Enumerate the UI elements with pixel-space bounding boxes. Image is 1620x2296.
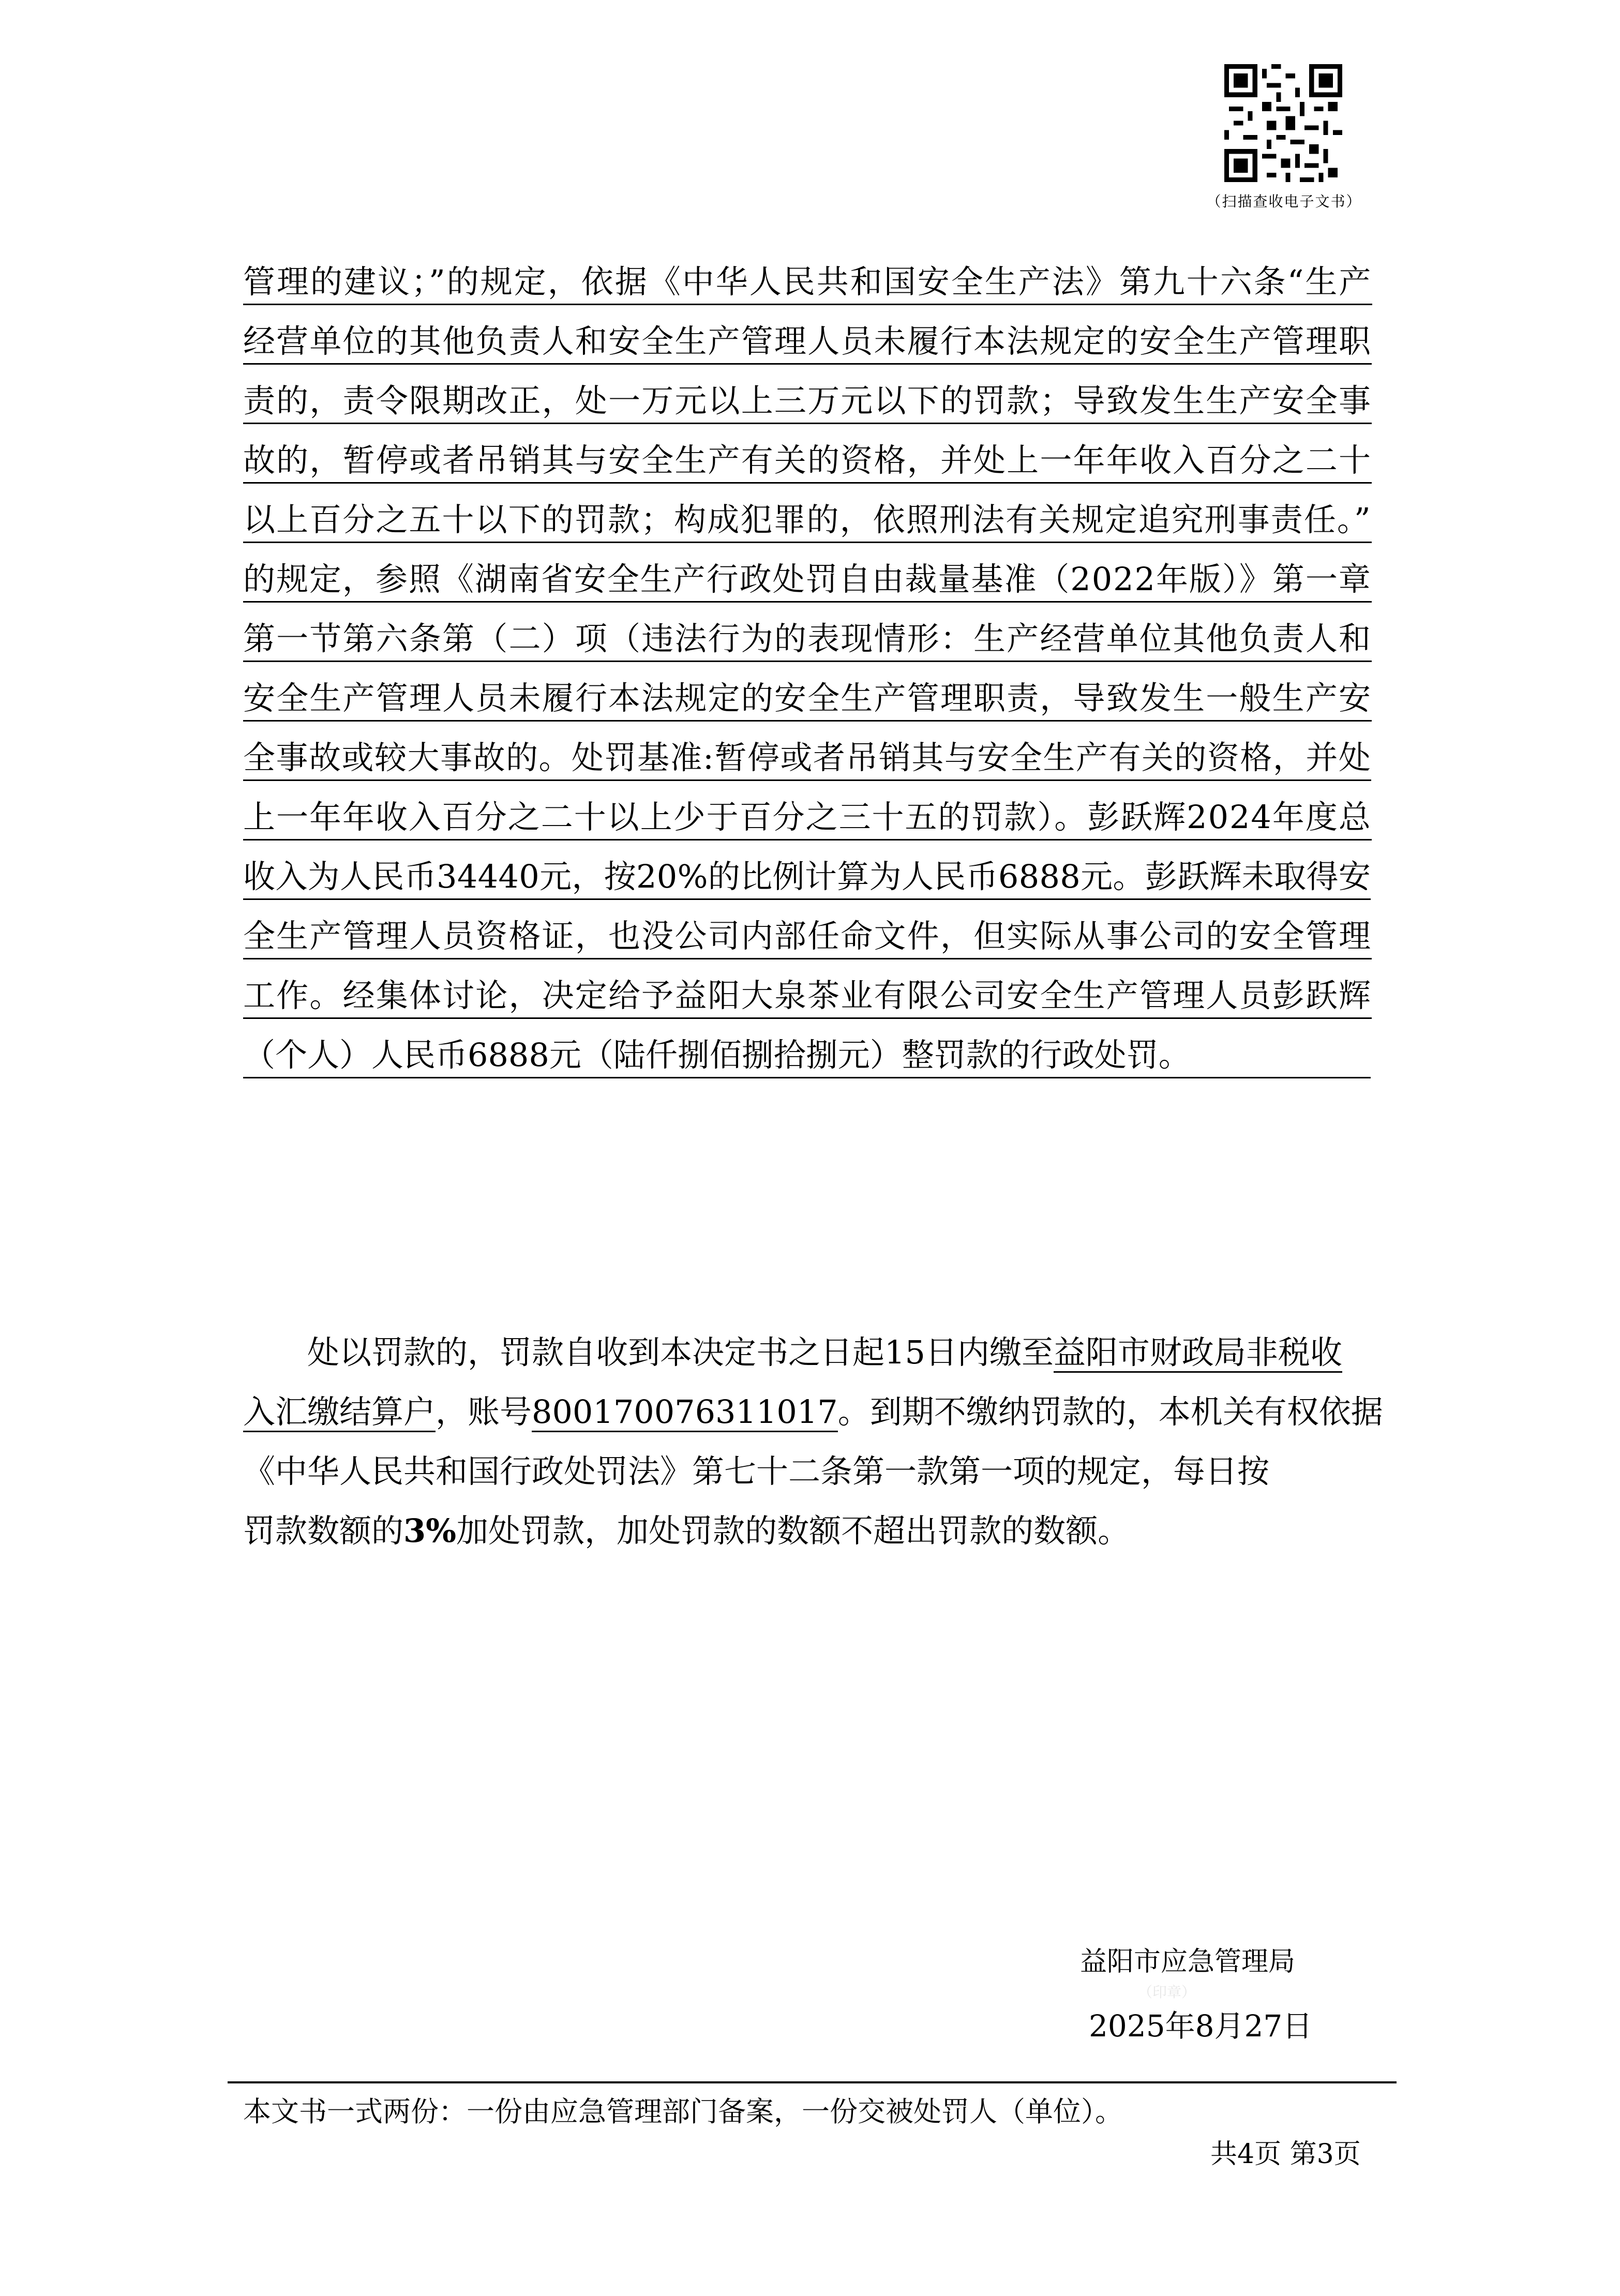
body-line: 经营单位的其他负责人和安全生产管理人员未履行本法规定的安全生产管理职 [243, 321, 1372, 365]
issue-date: 2025年8月27日 [1089, 2008, 1313, 2044]
payment-line-2 [243, 1391, 1383, 1433]
qr-code[interactable] [1224, 64, 1342, 182]
qr-caption: （扫描查收电子文书） [1206, 193, 1362, 210]
account-number: 800170076311017 [532, 1393, 838, 1432]
footer-note: 本文书一式两份：一份由应急管理部门备案，一份交被处罚人（单位）。 [243, 2095, 1123, 2128]
body-line: 全生产管理人员资格证，也没公司内部任命文件，但实际从事公司的安全管理 [243, 916, 1372, 959]
body-line: 工作。经集体讨论，决定给予益阳大泉茶业有限公司安全生产管理人员彭跃辉 [243, 975, 1372, 1019]
body-line: 责的，责令限期改正，处一万元以上三万元以下的罚款；导致发生生产安全事 [243, 380, 1372, 424]
body-line: 第一节第六条第（二）项（违法行为的表现情形：生产经营单位其他负责人和 [243, 618, 1372, 662]
body-line: 安全生产管理人员未履行本法规定的安全生产管理职责，导致发生一般生产安 [243, 678, 1372, 722]
body-line: 以上百分之五十以下的罚款；构成犯罪的，依照刑法有关规定追究刑事责任。” [243, 499, 1372, 543]
payment-text: 罚款数额的 [243, 1512, 404, 1550]
payment-line-1 [243, 1332, 1342, 1373]
issuing-authority: 益阳市应急管理局 [1080, 1946, 1296, 1977]
footer-divider [228, 2081, 1397, 2083]
payment-text: 加处罚款，加处罚款的数额不超出罚款的数额。 [456, 1512, 1130, 1550]
body-line: 全事故或较大事故的。处罚基准:暂停或者吊销其与安全生产有关的资格，并处 [243, 737, 1371, 781]
body-line: （个人）人民币6888元（陆仟捌佰捌拾捌元）整罚款的行政处罚。 [243, 1034, 1371, 1078]
page-number: 共4页 第3页 [1210, 2139, 1361, 2170]
payment-text: 。到期不缴纳罚款的，本机关有权依据 [837, 1393, 1383, 1431]
body-line: 故的，暂停或者吊销其与安全生产有关的资格，并处上一年年收入百分之二十 [243, 440, 1372, 484]
payment-text: ，账号 [436, 1393, 532, 1431]
payment-text: 处以罚款的，罚款自收到本决定书之日起15日内缴至 [307, 1333, 1054, 1371]
payee-account-name: 益阳市财政局非税收 [1054, 1333, 1342, 1373]
payee-account-name-cont: 入汇缴结算户 [243, 1393, 436, 1432]
payment-line-4 [243, 1510, 1130, 1552]
body-line: 收入为人民币34440元，按20%的比例计算为人民币6888元。彭跃辉未取得安 [243, 856, 1371, 900]
payment-line-3 [243, 1451, 1269, 1492]
penalty-rate: 3% [403, 1512, 457, 1550]
seal-placeholder: （印章） [1138, 1984, 1196, 2001]
body-line: 管理的建议；”的规定，依据《中华人民共和国安全生产法》第九十六条“生产 [243, 261, 1372, 305]
body-line: 的规定，参照《湖南省安全生产行政处罚自由裁量基准（2022年版）》第一章 [243, 559, 1372, 603]
body-line: 上一年年收入百分之二十以上少于百分之三十五的罚款）。彭跃辉2024年度总 [243, 797, 1372, 841]
payment-text: 《中华人民共和国行政处罚法》第七十二条第一款第一项的规定，每日按 [243, 1452, 1270, 1490]
